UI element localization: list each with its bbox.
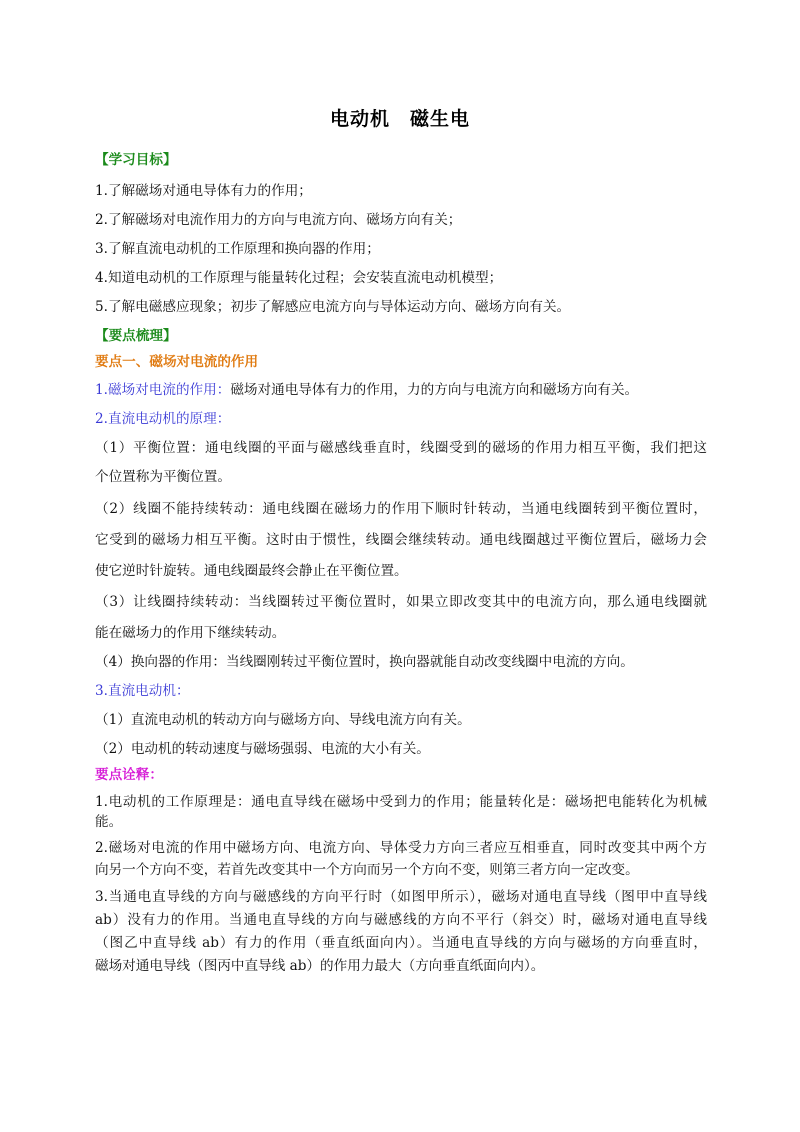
- note-line: 能。: [95, 814, 123, 830]
- point1-item-1: [95, 380, 707, 400]
- point1-item-1-text: 磁场对通电导体有力的作用，力的方向与电流方向和磁场方向有关。: [230, 382, 639, 398]
- note-line: （图乙中直导线 ab）有力的作用（垂直纸面向内）。当通电直导线的方向与磁场的方向垂直时，: [95, 935, 707, 951]
- point1-item-1-label: 1.磁场对电流的作用：: [95, 382, 231, 398]
- goal-item: 5.了解电磁感应现象；初步了解感应电流方向与导体运动方向、磁场方向有关。: [95, 299, 571, 315]
- paragraph-line: （2）线圈不能持续转动：通电线圈在磁场力的作用下顺时针转动，当通电线圈转到平衡位置时，: [95, 501, 707, 517]
- page-title: 电动机 磁生电: [329, 108, 470, 130]
- notes-heading: 要点诠释：: [95, 767, 163, 783]
- point1-item-2-label: 2.直流电动机的原理：: [95, 411, 231, 427]
- goals-heading: 【学习目标】: [95, 152, 177, 168]
- note-line: 3.当通电直导线的方向与磁感线的方向平行时（如图甲所示），磁场对通电直导线（图甲中直导线: [95, 889, 707, 905]
- paragraph-line: 个位置称为平衡位置。: [95, 469, 231, 485]
- point1-item-3-label: 3.直流电动机：: [95, 683, 190, 699]
- note-line: 1.电动机的工作原理是：通电直导线在磁场中受到力的作用；能量转化是：磁场把电能转化为机械: [95, 794, 707, 810]
- goal-item: 4.知道电动机的工作原理与能量转化过程；会安装直流电动机模型；: [95, 270, 503, 286]
- goal-item: 3.了解直流电动机的工作原理和换向器的作用；: [95, 241, 380, 257]
- point1-heading: 要点一、磁场对电流的作用: [95, 354, 259, 370]
- paragraph-line: 它受到的磁场力相互平衡。这时由于惯性，线圈会继续转动。通电线圈越过平衡位置后，磁场力会: [95, 532, 707, 548]
- paragraph-line: 使它逆时针旋转。通电线圈最终会静止在平衡位置。: [95, 563, 408, 579]
- goal-item: 2.了解磁场对电流作用力的方向与电流方向、磁场方向有关；: [95, 212, 462, 228]
- paragraph-line: （4）换向器的作用：当线圈刚转过平衡位置时，换向器就能自动改变线圈中电流的方向。: [95, 654, 634, 670]
- note-line: 2.磁场对电流的作用中磁场方向、电流方向、导体受力方向三者应互相垂直，同时改变其中两个方: [95, 840, 707, 856]
- note-line: 向另一个方向不变，若首先改变其中一个方向而另一个方向不变，则第三者方向一定改变。: [95, 862, 639, 878]
- paragraph-line: （1）直流电动机的转动方向与磁场方向、导线电流方向有关。: [95, 712, 471, 728]
- goal-item: 1.了解磁场对通电导体有力的作用；: [95, 183, 312, 199]
- paragraph-line: 能在磁场力的作用下继续转动。: [95, 625, 286, 641]
- summary-heading: 【要点梳理】: [95, 328, 177, 344]
- paragraph-line: （3）让线圈持续转动：当线圈转过平衡位置时，如果立即改变其中的电流方向，那么通电线圈就: [95, 594, 707, 610]
- note-line: ab）没有力的作用。当通电直导线的方向与磁感线的方向不平行（斜交）时，磁场对通电直导线: [95, 912, 707, 928]
- paragraph-line: （1）平衡位置：通电线圈的平面与磁感线垂直时，线圈受到的磁场的作用力相互平衡，我们把这: [95, 440, 707, 456]
- note-line: 磁场对通电导线（图丙中直导线 ab）的作用力最大（方向垂直纸面向内）。: [95, 958, 545, 974]
- paragraph-line: （2）电动机的转动速度与磁场强弱、电流的大小有关。: [95, 741, 430, 757]
